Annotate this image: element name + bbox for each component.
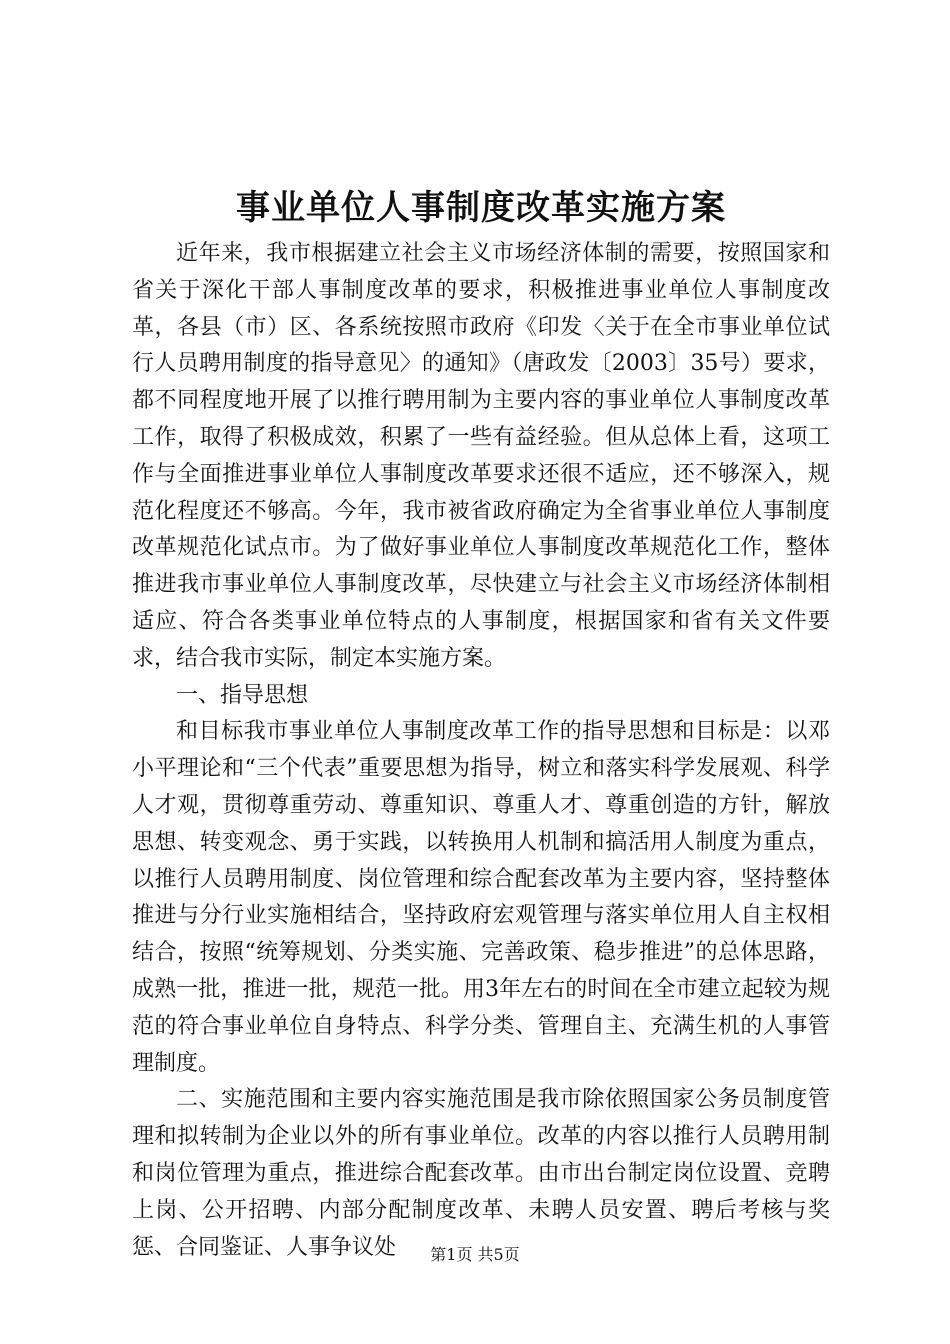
document-title: 事业单位人事制度改革实施方案 (236, 188, 726, 228)
section-heading-guiding-thought: 一、指导思想 (176, 682, 309, 708)
paragraph-intro: 近年来，我市根据建立社会主义市场经济体制的需要，按照国家和省关于深化干部人事制度改革的要求，积极推进事业单位人事制度改革，各县（市）区、各系统按照市政府《印发〈关于在全市事业单位试行人员聘用制度的指导意见〉的通知》（唐政发〔2003〕35号）要求，都不同程度地开展了以推行聘用制为主要内容的事业单位人事制度改革工作，取得了积极成效，积累了一些有益经验。但从总体上看，这项工作与全面推进事业单位人事制度改革要求还很不适应，还不够深入，规范化程度还不够高。今年，我市被省政府确定为全省事业单位人事制度改革规范化试点市。为了做好事业单位人事制度改革规范化工作，整体推进我市事业单位人事制度改革，尽快建立与社会主义市场经济体制相适应、符合各类事业单位特点的人事制度，根据国家和省有关文件要求，结合我市实际，制定本实施方案。 (132, 241, 830, 671)
paragraph-guiding-thought: 和目标我市事业单位人事制度改革工作的指导思想和目标是：以邓小平理论和“三个代表”重要思想为指导，树立和落实科学发展观、科学人才观，贯彻尊重劳动、尊重知识、尊重人才、尊重创造的方针，解放思想、转变观念、勇于实践，以转换用人机制和搞活用人制度为重点，以推行人员聘用制度、岗位管理和综合配套改革为主要内容，坚持整体推进与分行业实施相结合，坚持政府宏观管理与落实单位用人自主权相结合，按照“统筹规划、分类实施、完善政策、稳步推进”的总体思路，成熟一批，推进一批，规范一批。用3年左右的时间在全市建立起较为规范的符合事业单位自身特点、科学分类、管理自主、充满生机的人事管理制度。 (132, 719, 830, 1076)
page-footer: 第1页 共5页 (430, 1245, 520, 1264)
document-page (132, 180, 830, 1266)
paragraph-scope: 二、实施范围和主要内容实施范围是我市除依照国家公务员制度管理和拟转制为企业以外的所有事业单位。改革的内容以推行人员聘用制和岗位管理为重点，推进综合配套改革。由市出台制定岗位设置、竞聘上岗、公开招聘、内部分配制度改革、未聘人员安置、聘后考核与奖惩、合同鉴证、人事争议处 (132, 1087, 830, 1260)
